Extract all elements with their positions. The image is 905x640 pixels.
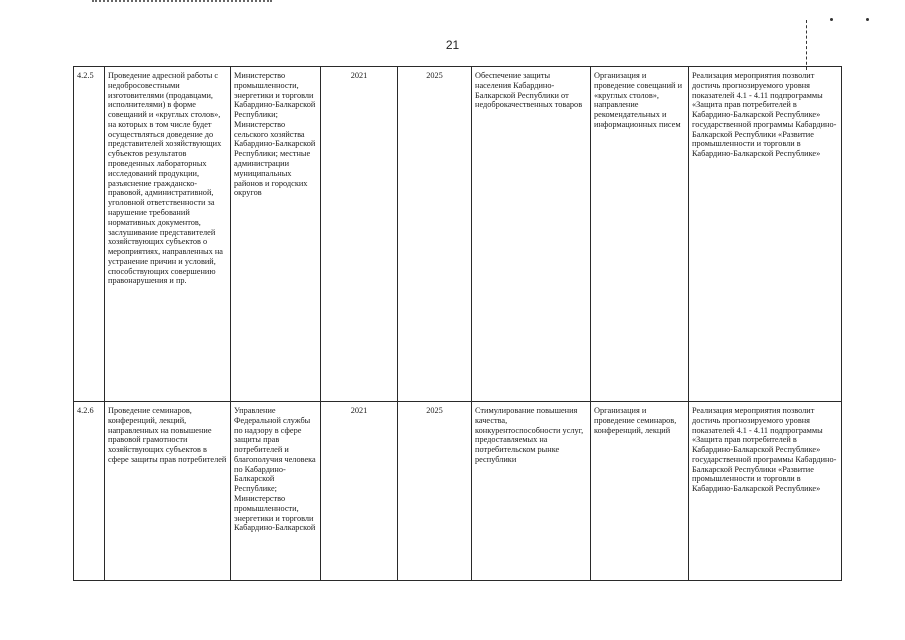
scan-top-edge-mark <box>92 0 272 4</box>
scan-dot-mark <box>830 18 833 21</box>
start-year-cell: 2021 <box>321 402 398 581</box>
indicators-cell: Реализация мероприятия позволит достичь прогнозируемого уровня показателей 4.1 - 4.11 подпрограммы «Защита прав потребителей в Кабардино-Балкарской Республике» государственной программы Кабардино-Балкарской Республики «Развитие промышленности и торговли в Кабардино-Балкарской Республике» <box>689 67 842 402</box>
page-number: 21 <box>445 38 460 52</box>
indicators-cell: Реализация мероприятия позволит достичь прогнозируемого уровня показателей 4.1 - 4.11 подпрограммы «Защита прав потребителей в Кабардино-Балкарской Республике» государственной программы Кабардино-Балкарской Республики «Развитие промышленности и торговли в Кабардино-Балкарской Республике» <box>689 402 842 581</box>
end-year-cell: 2025 <box>398 402 472 581</box>
activity-cell: Проведение семинаров, конференций, лекций, направленных на повышение правовой грамотности хозяйствующих субъектов в сфере защиты прав потребителей <box>105 402 231 581</box>
table-row <box>74 402 842 581</box>
executor-cell: Управление Федеральной службы по надзору в сфере защиты прав потребителей и благополучия человека по Кабардино-Балкарской Республике; Министерство промышленности, энергетики и торговли Кабардино-Балкарской <box>231 402 321 581</box>
end-year-cell: 2025 <box>398 67 472 402</box>
table-row <box>74 67 842 402</box>
scan-dot-mark <box>866 18 869 21</box>
result-cell: Обеспечение защиты населения Кабардино-Балкарской Республики от недоброкачественных товаров <box>472 67 591 402</box>
row-number: 4.2.6 <box>74 402 105 581</box>
form-cell: Организация и проведение совещаний и «круглых столов», направление рекомендательных и информационных писем <box>591 67 689 402</box>
measures-table <box>73 66 842 581</box>
executor-cell: Министерство промышленности, энергетики и торговли Кабардино-Балкарской Республики; Министерство сельского хозяйства Кабардино-Балкарской Республики; местные администрации муниципальных районов и городских округов <box>231 67 321 402</box>
activity-cell: Проведение адресной работы с недобросовестными изготовителями (продавцами, исполнителями) в форме совещаний и «круглых столов», на которых в том числе будет осуществляться доведение до представителей хозяйствующих субъектов результатов проведенных лабораторных исследований продукции, разъяснение гражданско-правовой, административной, уголовной ответственности за нарушение требований нормативных документов, заслушивание представителей хозяйствующих субъектов о мероприятиях, направленных на устранение причин и условий, способствующих совершению правонарушения и пр. <box>105 67 231 402</box>
start-year-cell: 2021 <box>321 67 398 402</box>
result-cell: Стимулирование повышения качества, конкурентоспособности услуг, предоставляемых на потребительском рынке республики <box>472 402 591 581</box>
form-cell: Организация и проведение семинаров, конференций, лекций <box>591 402 689 581</box>
row-number: 4.2.5 <box>74 67 105 402</box>
